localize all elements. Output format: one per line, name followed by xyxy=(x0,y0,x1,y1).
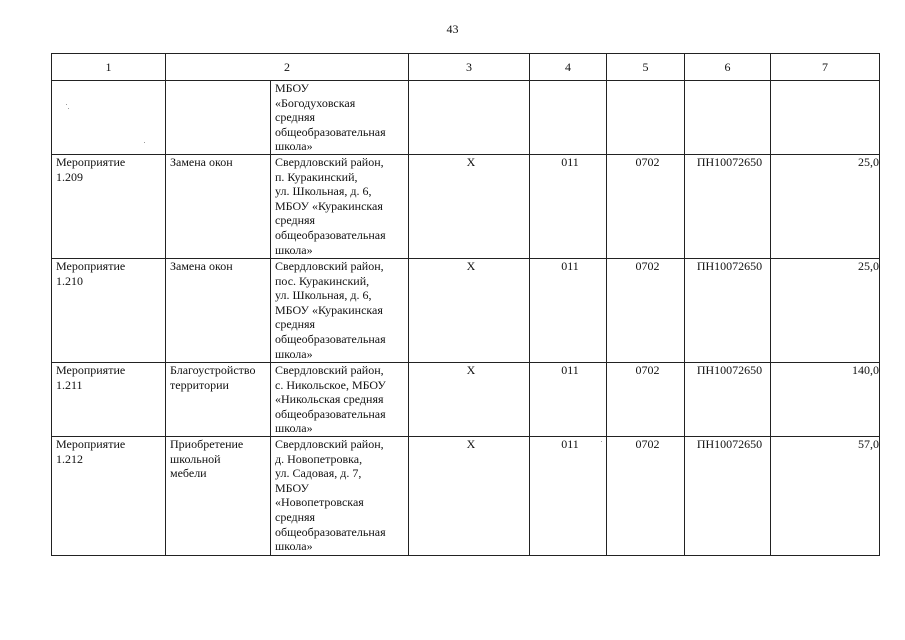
col5-cell: 0702 xyxy=(607,259,685,363)
col4-cell: 011 xyxy=(530,437,607,556)
col6-cell: ПН10072650 xyxy=(685,155,771,259)
col3-cell: X xyxy=(409,437,530,556)
col7-cell: 140,0 xyxy=(771,363,880,437)
event-name-cell xyxy=(166,81,271,155)
col4-cell xyxy=(530,81,607,155)
col5-cell xyxy=(607,81,685,155)
header-col-6: 6 xyxy=(685,54,771,81)
col6-cell: ПН10072650 xyxy=(685,437,771,556)
event-cell: Мероприятие 1.209 xyxy=(52,155,166,259)
table-row xyxy=(52,155,880,259)
col3-cell: X xyxy=(409,363,530,437)
col3-cell xyxy=(409,81,530,155)
col7-cell: 57,0 xyxy=(771,437,880,556)
table-row xyxy=(52,363,880,437)
address-cell: Свердловский район, пос. Куракинский, ул. Школьная, д. 6, МБОУ «Куракинская средняя общеобразовательная школа» xyxy=(271,259,409,363)
col6-cell: ПН10072650 xyxy=(685,259,771,363)
col6-cell xyxy=(685,81,771,155)
header-col-1: 1 xyxy=(52,54,166,81)
col5-cell: 0702 xyxy=(607,155,685,259)
header-col-4: 4 xyxy=(530,54,607,81)
header-col-3: 3 xyxy=(409,54,530,81)
scan-speck xyxy=(601,441,602,442)
address-cell: Свердловский район, д. Новопетровка, ул. Садовая, д. 7, МБОУ «Новопетровская средняя общеобразовательная школа» xyxy=(271,437,409,556)
header-col-2: 2 xyxy=(166,54,409,81)
table-row xyxy=(52,81,880,155)
event-cell: Мероприятие 1.210 xyxy=(52,259,166,363)
event-name-cell: Приобретение школьной мебели xyxy=(166,437,271,556)
col4-cell: 011 xyxy=(530,259,607,363)
event-name-cell: Благоустройство территории xyxy=(166,363,271,437)
col7-cell: 25,0 xyxy=(771,259,880,363)
scan-speck xyxy=(66,104,67,105)
address-cell: Свердловский район, п. Куракинский, ул. Школьная, д. 6, МБОУ «Куракинская средняя общеобразовательная школа» xyxy=(271,155,409,259)
address-cell: МБОУ «Богодуховская средняя общеобразовательная школа» xyxy=(271,81,409,155)
event-cell: Мероприятие 1.212 xyxy=(52,437,166,556)
address-cell: Свердловский район, с. Никольское, МБОУ «Никольская средняя общеобразовательная школа» xyxy=(271,363,409,437)
budget-table xyxy=(51,53,880,556)
col7-cell: 25,0 xyxy=(771,155,880,259)
col6-cell: ПН10072650 xyxy=(685,363,771,437)
scan-speck xyxy=(68,108,69,109)
scan-speck xyxy=(144,142,145,143)
table-row xyxy=(52,437,880,556)
col7-cell xyxy=(771,81,880,155)
event-cell xyxy=(52,81,166,155)
col3-cell: X xyxy=(409,259,530,363)
event-name-cell: Замена окон xyxy=(166,155,271,259)
header-row xyxy=(52,54,880,81)
page-number: 43 xyxy=(446,22,459,36)
table-row xyxy=(52,259,880,363)
col3-cell: X xyxy=(409,155,530,259)
header-col-5: 5 xyxy=(607,54,685,81)
header-col-7: 7 xyxy=(771,54,880,81)
event-name-cell: Замена окон xyxy=(166,259,271,363)
col4-cell: 011 xyxy=(530,363,607,437)
col4-cell: 011 xyxy=(530,155,607,259)
col5-cell: 0702 xyxy=(607,437,685,556)
event-cell: Мероприятие 1.211 xyxy=(52,363,166,437)
col5-cell: 0702 xyxy=(607,363,685,437)
